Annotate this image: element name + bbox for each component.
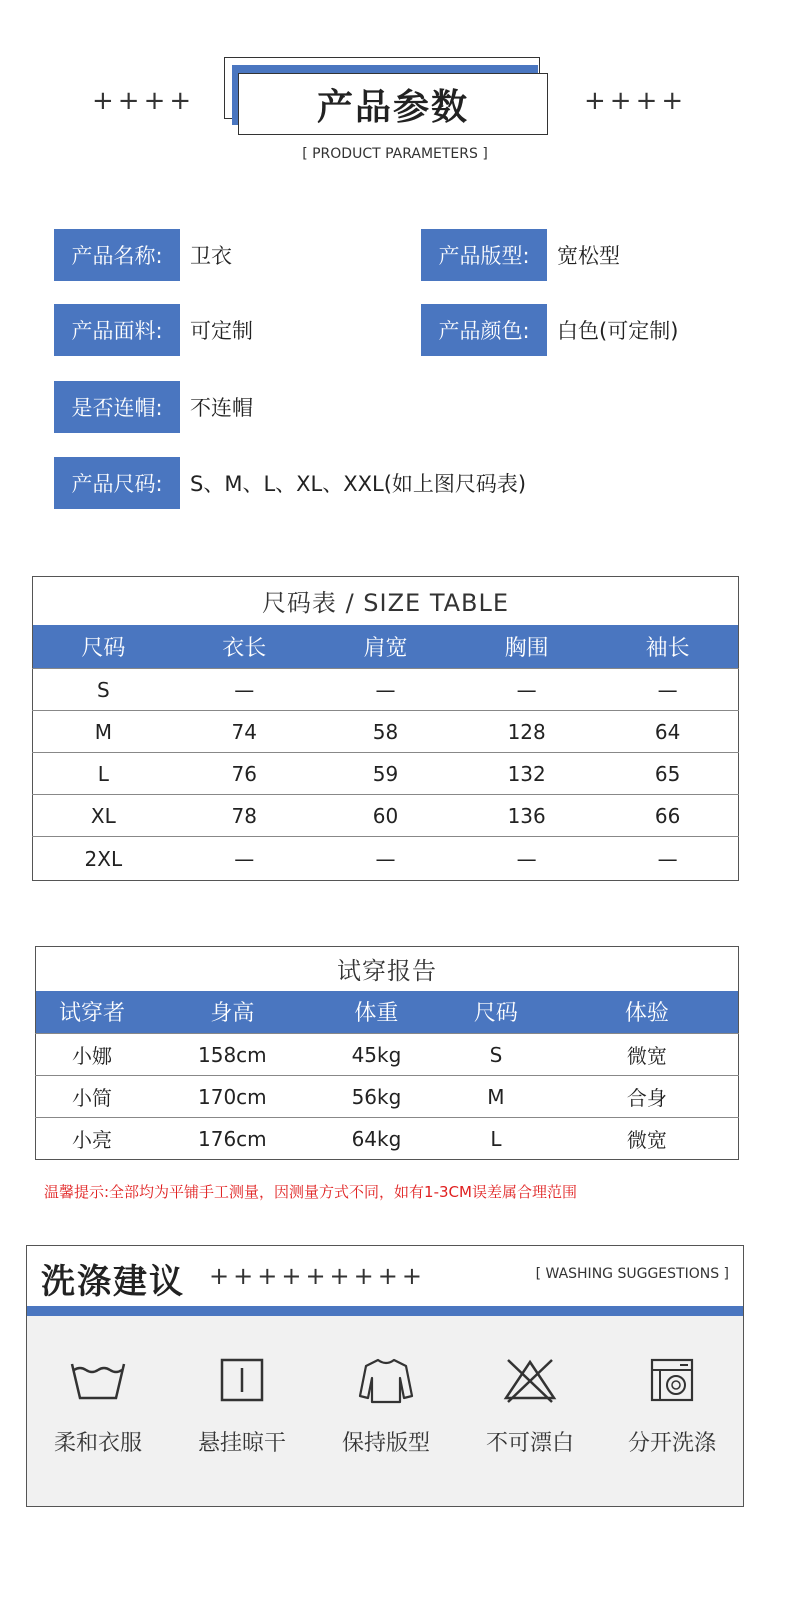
washing-item-label: 保持版型 <box>341 1431 430 1456</box>
washing-item-label: 不可漂白 <box>485 1431 574 1456</box>
param-value-hood: 不连帽 <box>190 396 253 420</box>
plus-decoration: +++++++++ <box>209 1262 426 1290</box>
washing-item-keep-shape <box>321 1356 451 1457</box>
fit-report-header <box>36 991 739 1034</box>
table-cell: 64 <box>597 711 738 753</box>
table-cell: XL <box>33 795 174 837</box>
table-cell: 176cm <box>148 1118 317 1160</box>
washing-item-label: 悬挂晾干 <box>197 1431 286 1456</box>
washing-item-label: 分开洗涤 <box>627 1431 716 1456</box>
table-cell: M <box>33 711 174 753</box>
table-cell: — <box>315 669 456 711</box>
table-row <box>33 795 739 837</box>
table-cell: 45kg <box>317 1034 437 1076</box>
washing-subtitle: [ WASHING SUGGESTIONS ] <box>535 1266 729 1282</box>
table-cell: — <box>456 837 597 881</box>
washing-divider <box>27 1306 743 1316</box>
table-row <box>33 711 739 753</box>
table-cell: 65 <box>597 753 738 795</box>
size-table <box>32 576 739 881</box>
washing-section <box>26 1245 744 1507</box>
table-cell: L <box>33 753 174 795</box>
table-cell: 58 <box>315 711 456 753</box>
table-cell: L <box>436 1118 556 1160</box>
param-label-size: 产品尺码: <box>54 457 180 509</box>
table-row <box>36 1076 739 1118</box>
table-cell: 小简 <box>36 1076 148 1118</box>
table-cell: 132 <box>456 753 597 795</box>
param-label-color: 产品颜色: <box>421 304 547 356</box>
table-cell: 76 <box>174 753 315 795</box>
plus-decoration-left: ++++ <box>92 86 196 116</box>
param-value-size: S、M、L、XL、XXL(如上图尺码表) <box>190 472 527 496</box>
table-cell: 2XL <box>33 837 174 881</box>
table-cell: 微宽 <box>556 1118 739 1160</box>
table-cell: 64kg <box>317 1118 437 1160</box>
size-table-title: 尺码表 / SIZE TABLE <box>261 589 510 618</box>
table-cell: 170cm <box>148 1076 317 1118</box>
column-header: 试穿者 <box>36 991 148 1034</box>
param-value-color: 白色(可定制) <box>557 319 679 343</box>
table-cell: M <box>436 1076 556 1118</box>
table-cell: 小亮 <box>36 1118 148 1160</box>
param-label-fabric: 产品面料: <box>54 304 180 356</box>
plus-decoration-right: ++++ <box>584 86 688 116</box>
washing-machine-icon <box>642 1356 702 1404</box>
table-cell: 微宽 <box>556 1034 739 1076</box>
column-header: 胸围 <box>456 625 597 669</box>
table-cell: 128 <box>456 711 597 753</box>
washing-item-label: 柔和衣服 <box>53 1431 142 1456</box>
sweater-icon <box>356 1356 416 1404</box>
table-cell: — <box>174 837 315 881</box>
column-header: 体验 <box>556 991 739 1034</box>
no-bleach-icon <box>500 1356 560 1404</box>
table-row <box>33 669 739 711</box>
param-label-fit: 产品版型: <box>421 229 547 281</box>
column-header: 体重 <box>317 991 437 1034</box>
param-value-name: 卫衣 <box>190 244 232 268</box>
table-row <box>36 1118 739 1160</box>
table-row <box>33 837 739 881</box>
column-header: 袖长 <box>597 625 738 669</box>
fit-report-table <box>35 946 739 1160</box>
table-cell: 56kg <box>317 1076 437 1118</box>
table-cell: 66 <box>597 795 738 837</box>
hang-dry-icon <box>212 1356 272 1404</box>
column-header: 肩宽 <box>315 625 456 669</box>
table-cell: 60 <box>315 795 456 837</box>
hand-wash-icon <box>68 1356 128 1404</box>
table-cell: 158cm <box>148 1034 317 1076</box>
column-header: 身高 <box>148 991 317 1034</box>
washing-item-hang-dry <box>177 1356 307 1457</box>
washing-item-hand-wash <box>33 1356 163 1457</box>
washing-item-no-bleach <box>465 1356 595 1457</box>
table-cell: 合身 <box>556 1076 739 1118</box>
table-cell: 59 <box>315 753 456 795</box>
page-title: 产品参数 <box>238 73 548 135</box>
table-cell: — <box>597 837 738 881</box>
table-cell: — <box>597 669 738 711</box>
param-label-hood: 是否连帽: <box>54 381 180 433</box>
size-table-header <box>33 625 739 669</box>
table-cell: — <box>315 837 456 881</box>
table-cell: — <box>174 669 315 711</box>
washing-item-wash-separately <box>607 1356 737 1457</box>
param-label-name: 产品名称: <box>54 229 180 281</box>
param-value-fabric: 可定制 <box>190 319 253 343</box>
washing-header <box>27 1246 743 1306</box>
param-value-fit: 宽松型 <box>557 244 620 268</box>
table-cell: — <box>456 669 597 711</box>
fit-report-title: 试穿报告 <box>337 957 437 986</box>
table-cell: 136 <box>456 795 597 837</box>
table-row <box>36 1034 739 1076</box>
table-cell: 74 <box>174 711 315 753</box>
table-row <box>33 753 739 795</box>
column-header: 衣长 <box>174 625 315 669</box>
measurement-note: 温馨提示:全部均为平铺手工测量，因测量方式不同，如有1-3CM误差属合理范围 <box>44 1183 577 1201</box>
table-cell: 小娜 <box>36 1034 148 1076</box>
washing-title: 洗涤建议 <box>41 1262 185 1302</box>
table-cell: 78 <box>174 795 315 837</box>
column-header: 尺码 <box>33 625 174 669</box>
page-subtitle: [ PRODUCT PARAMETERS ] <box>302 146 488 162</box>
column-header: 尺码 <box>436 991 556 1034</box>
table-cell: S <box>436 1034 556 1076</box>
table-cell: S <box>33 669 174 711</box>
